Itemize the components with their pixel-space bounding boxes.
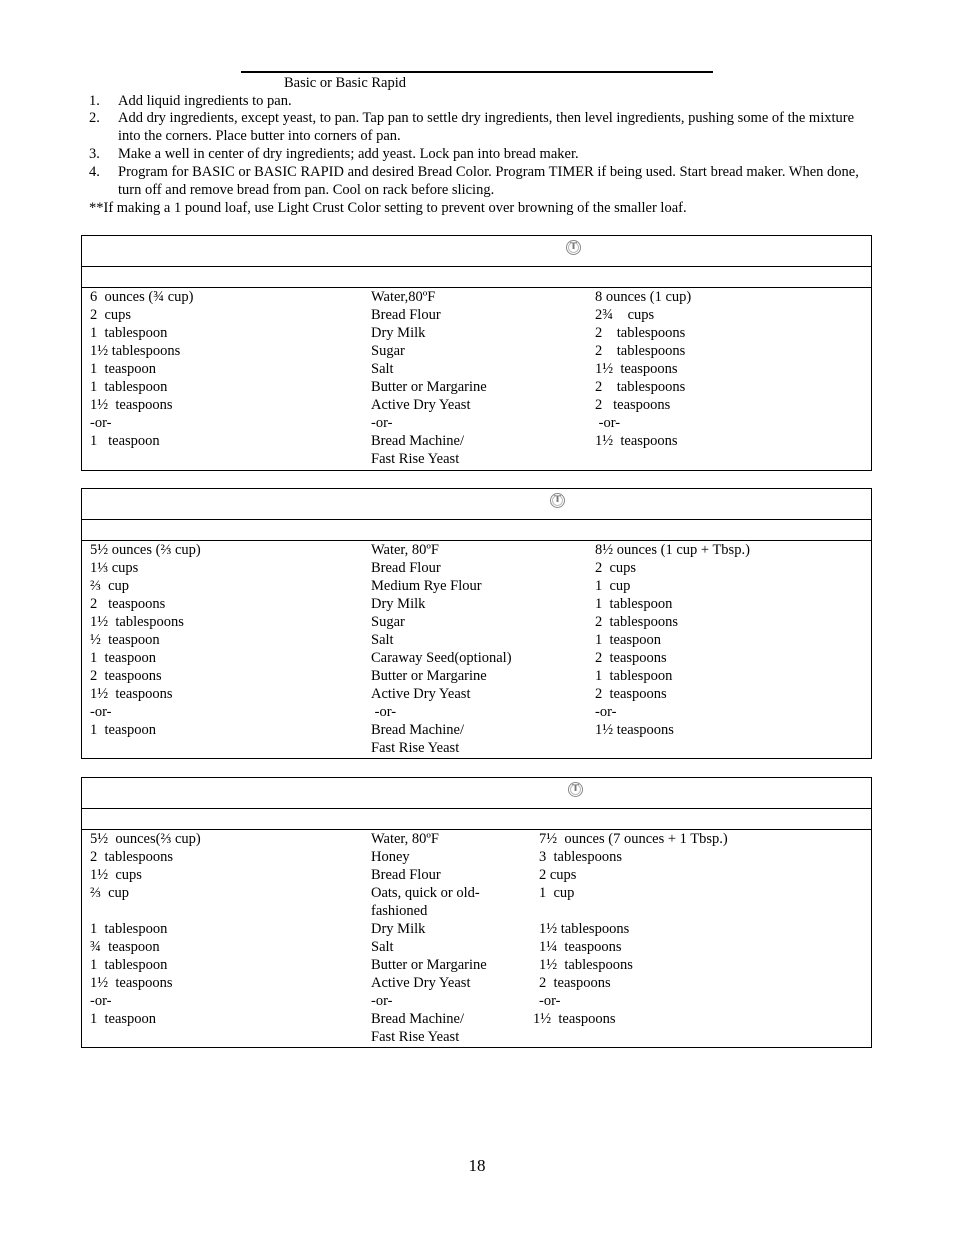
ingredient-name: Bread Flour [371, 560, 441, 576]
ingredient-name: Bread Machine/ [371, 722, 465, 738]
large-loaf-amount: 1 tablespoon [595, 668, 673, 684]
ingredient-name: Water, 80ºF [371, 831, 439, 847]
ingredient-row [82, 559, 871, 577]
ingredient-name: Active Dry Yeast [371, 397, 471, 413]
small-loaf-amount: ⅔ cup [90, 578, 130, 594]
large-loaf-amount: 1½ teaspoons [533, 1011, 616, 1027]
ingredient-row [82, 992, 871, 1010]
ingredient-row [82, 378, 871, 396]
small-loaf-amount: 1 tablespoon [90, 957, 168, 973]
ingredient-name: Fast Rise Yeast [371, 451, 460, 467]
small-loaf-amount: 5½ ounces (⅔ cup) [90, 542, 201, 558]
ingredient-row [82, 360, 871, 378]
small-loaf-amount: ½ teaspoon [90, 632, 160, 648]
program-subtitle: Basic or Basic Rapid [284, 75, 407, 91]
timer-icon: T [566, 240, 581, 255]
timer-icon: T [550, 493, 565, 508]
ingredient-name: Bread Machine/ [371, 433, 465, 449]
large-loaf-amount: 2 cups [539, 867, 577, 883]
ingredient-row [82, 1010, 871, 1028]
ingredient-name: Bread Machine/ [371, 1011, 465, 1027]
small-loaf-amount: 1½ teaspoons [90, 975, 173, 991]
small-loaf-amount: 2 teaspoons [90, 668, 162, 684]
timer-icon: T [568, 782, 583, 797]
ingredient-row [82, 902, 871, 920]
large-loaf-amount: 2 teaspoons [539, 975, 611, 991]
large-loaf-amount: 1½ tablespoons [539, 957, 633, 973]
ingredient-row [82, 541, 871, 559]
ingredient-name: Active Dry Yeast [371, 975, 471, 991]
large-loaf-amount: -or- [539, 993, 561, 1009]
ingredient-row [82, 414, 871, 432]
ingredient-row [82, 739, 871, 757]
large-loaf-amount: 1½ teaspoons [595, 361, 678, 377]
step-number: 4. [89, 164, 100, 180]
ingredient-row [82, 1028, 871, 1046]
ingredient-row [82, 866, 871, 884]
step-1 [89, 92, 879, 110]
recipe-title-bar [82, 489, 871, 520]
ingredient-row [82, 830, 871, 848]
small-loaf-amount: 1½ tablespoons [90, 343, 181, 359]
large-loaf-amount: 8 ounces (1 cup) [595, 289, 692, 305]
small-loaf-amount: -or- [90, 704, 112, 720]
ingredient-row [82, 938, 871, 956]
ingredient-name: Butter or Margarine [371, 379, 487, 395]
large-loaf-amount: -or- [595, 415, 621, 431]
step-number: 1. [89, 93, 100, 109]
ingredient-name: Bread Flour [371, 867, 441, 883]
small-loaf-amount: 1½ teaspoons [90, 397, 173, 413]
large-loaf-amount: 2 tablespoons [595, 614, 678, 630]
large-loaf-amount: 2 tablespoons [595, 343, 686, 359]
large-loaf-amount: 2 teaspoons [595, 686, 667, 702]
ingredient-name: Caraway Seed(optional) [371, 650, 512, 666]
small-loaf-amount: 1½ tablespoons [90, 614, 184, 630]
small-loaf-amount: ¾ teaspoon [90, 939, 160, 955]
ingredient-row [82, 432, 871, 450]
large-loaf-amount: 2 teaspoons [595, 397, 671, 413]
ingredient-row [82, 324, 871, 342]
small-loaf-amount: 1⅓ cups [90, 560, 139, 576]
large-loaf-amount: 2 tablespoons [595, 325, 686, 341]
large-loaf-amount: 1 teaspoon [595, 632, 662, 648]
large-loaf-amount: 2 tablespoons [595, 379, 686, 395]
ingredient-row [82, 595, 871, 613]
ingredient-name: Oats, quick or old- [371, 885, 480, 901]
ingredient-row [82, 342, 871, 360]
ingredient-name: Water, 80ºF [371, 542, 439, 558]
ingredient-row [82, 396, 871, 414]
large-loaf-amount: -or- [595, 704, 617, 720]
ingredient-name: Bread Flour [371, 307, 441, 323]
ingredient-name: Salt [371, 632, 394, 648]
small-loaf-amount: ⅔ cup [90, 885, 130, 901]
ingredient-row [82, 667, 871, 685]
small-loaf-amount: 1 teaspoon [90, 650, 157, 666]
ingredient-row [82, 848, 871, 866]
large-loaf-amount: 2 cups [595, 560, 637, 576]
large-loaf-amount: 7½ ounces (7 ounces + 1 Tbsp.) [539, 831, 728, 847]
ingredient-row [82, 956, 871, 974]
ingredient-name: Water,80ºF [371, 289, 436, 305]
ingredient-name: Active Dry Yeast [371, 686, 471, 702]
ingredient-name: Dry Milk [371, 596, 426, 612]
step-3 [89, 145, 879, 163]
step-2 [89, 109, 879, 145]
step-text: Make a well in center of dry ingredients; add yeast. Lock pan into bread maker. [118, 146, 579, 162]
large-loaf-amount: 1 cup [539, 885, 575, 901]
small-loaf-amount: 2 cups [90, 307, 132, 323]
large-loaf-amount: 8½ ounces (1 cup + Tbsp.) [595, 542, 750, 558]
step-4 [89, 163, 879, 199]
ingredient-row [82, 450, 871, 468]
large-loaf-amount: 1½ teaspoons [595, 433, 678, 449]
step-number: 3. [89, 146, 100, 162]
small-loaf-amount: 2 tablespoons [90, 849, 173, 865]
ingredient-name: Salt [371, 939, 394, 955]
ingredient-row [82, 631, 871, 649]
ingredient-name: Medium Rye Flour [371, 578, 482, 594]
large-loaf-amount: 1 cup [595, 578, 631, 594]
ingredient-name: Sugar [371, 343, 405, 359]
ingredient-row [82, 306, 871, 324]
ingredient-row [82, 649, 871, 667]
step-number: 2. [89, 110, 100, 126]
large-loaf-amount: 2¾ cups [595, 307, 655, 323]
ingredient-name: -or- [371, 415, 393, 431]
ingredient-row [82, 703, 871, 721]
ingredient-name: Salt [371, 361, 394, 377]
small-loaf-amount: 1½ cups [90, 867, 142, 883]
small-loaf-amount: 1 tablespoon [90, 379, 168, 395]
page-number: 18 [468, 1156, 486, 1175]
small-loaf-amount: 1 tablespoon [90, 325, 168, 341]
recipe-title-bar [82, 778, 871, 809]
recipe-table-2 [81, 488, 872, 759]
small-loaf-amount: 1 teaspoon [90, 361, 157, 377]
ingredient-name: Honey [371, 849, 410, 865]
ingredient-name: Butter or Margarine [371, 957, 487, 973]
large-loaf-amount: 1 tablespoon [595, 596, 673, 612]
ingredient-row [82, 577, 871, 595]
note-text: **If making a 1 pound loaf, use Light Crust Color setting to prevent over browning of the smaller loaf. [89, 200, 687, 216]
recipe-size-bar [82, 519, 871, 541]
small-loaf-amount: 1 tablespoon [90, 921, 168, 937]
large-loaf-amount: 1¼ teaspoons [539, 939, 622, 955]
recipe-table-3 [81, 777, 872, 1048]
ingredient-name: Butter or Margarine [371, 668, 487, 684]
small-loaf-amount: -or- [90, 415, 112, 431]
header-rule [241, 71, 713, 73]
recipe-table-1 [81, 235, 872, 471]
small-loaf-amount: -or- [90, 993, 112, 1009]
ingredient-name: -or- [371, 993, 393, 1009]
ingredient-row [82, 288, 871, 306]
large-loaf-amount: 1½ tablespoons [539, 921, 630, 937]
large-loaf-amount: 2 teaspoons [595, 650, 667, 666]
recipe-title-bar [82, 236, 871, 267]
small-loaf-amount: 1 teaspoon [90, 1011, 157, 1027]
small-loaf-amount: 5½ ounces(⅔ cup) [90, 831, 201, 847]
small-loaf-amount: 1 teaspoon [90, 722, 157, 738]
ingredient-row [82, 884, 871, 902]
ingredient-name: Dry Milk [371, 921, 426, 937]
large-loaf-amount: 3 tablespoons [539, 849, 622, 865]
step-text: Add dry ingredients, except yeast, to pan. Tap pan to settle dry ingredients, then level ingredients, pushing some of the mixture into the corners. Place butter into corners of pan. [118, 110, 855, 144]
ingredient-name: -or- [371, 704, 397, 720]
ingredient-row [82, 721, 871, 739]
step-text: Program for BASIC or BASIC RAPID and desired Bread Color. Program TIMER if being used. Start bread maker. When done, turn off and remove bread from pan. Cool on rack before slicing. [118, 164, 859, 198]
ingredient-row [82, 613, 871, 631]
small-loaf-amount: 1 teaspoon [90, 433, 160, 449]
large-loaf-amount: 1½ teaspoons [595, 722, 674, 738]
step-text: Add liquid ingredients to pan. [118, 93, 292, 109]
recipe-size-bar [82, 808, 871, 830]
ingredient-row [82, 685, 871, 703]
small-loaf-amount: 2 teaspoons [90, 596, 166, 612]
ingredient-name: Sugar [371, 614, 405, 630]
small-loaf-amount: 6 ounces (¾ cup) [90, 289, 194, 305]
ingredient-name: Fast Rise Yeast [371, 1029, 460, 1045]
ingredient-row [82, 974, 871, 992]
ingredient-name: Dry Milk [371, 325, 426, 341]
ingredient-name: Fast Rise Yeast [371, 740, 460, 756]
ingredient-name: fashioned [371, 903, 428, 919]
recipe-size-bar [82, 266, 871, 288]
ingredient-row [82, 920, 871, 938]
small-loaf-amount: 1½ teaspoons [90, 686, 173, 702]
